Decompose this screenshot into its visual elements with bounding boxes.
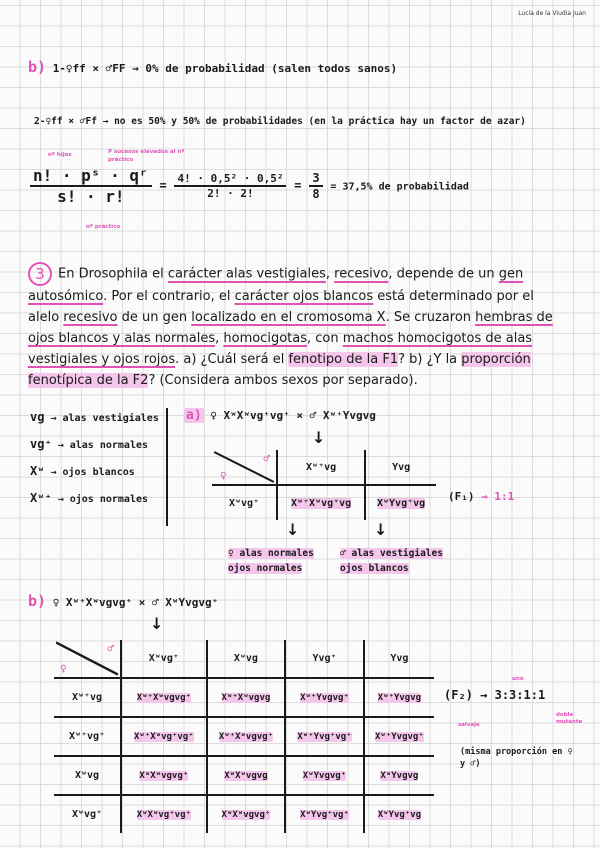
genotype: Xʷ⁺Yvgvg <box>377 693 422 703</box>
problem-text-segment: , <box>215 331 224 346</box>
genotype: Xʷ⁺Yvg⁺vg⁺ <box>297 732 352 742</box>
punnett-a-col-header: Yvg <box>365 450 436 485</box>
formula-den-right: 8 <box>312 187 320 201</box>
punnett-b-cell <box>285 795 364 833</box>
problem-text-segment: proporción fenotípica de la F2 <box>28 352 531 388</box>
legend-meaning: alas normales <box>69 440 149 451</box>
problem-text-segment: ? (Considera ambos sexos por separado). <box>148 373 418 388</box>
punnett-b-cell <box>121 678 207 717</box>
formula-fraction-mid <box>174 172 286 200</box>
problem-text-segment: está determinado por el alelo <box>28 289 534 325</box>
part-a-cross-text: ♀ XʷXʷvg⁺vg⁺ × ♂ Xʷ⁺Yvgvg <box>210 409 376 422</box>
problem-text <box>28 267 553 389</box>
problem-text-segment: , <box>325 266 335 282</box>
problem-text-segment: homocigotas <box>223 331 307 346</box>
problem-text-segment: localizado en el cromosoma X <box>191 310 386 325</box>
punnett-b-cell <box>285 756 364 795</box>
punnett-b-row <box>54 717 434 756</box>
punnett-b-cell <box>364 717 434 756</box>
legend-meaning: ojos normales <box>69 494 149 505</box>
punnett-b-cell <box>121 795 207 833</box>
problem-text-segment: recesivo <box>334 266 389 282</box>
punnett-b-row-header: Xʷ⁺vg <box>54 678 121 717</box>
problem-text-segment: recesivo <box>63 310 118 325</box>
punnett-b-cell <box>207 717 286 756</box>
female-phenotype: ♀ alas normales ojos normales <box>228 548 314 574</box>
note-right: doble mutante <box>556 712 583 725</box>
part-a-arrow: ↓ <box>312 428 326 447</box>
part-b2-cross-text: ♀ Xʷ⁺Xʷvgvg⁺ × ♂ XʷYvgvg⁺ <box>52 596 219 609</box>
part-a-cross <box>184 408 376 423</box>
problem-text-segment: , depende de un <box>388 266 499 282</box>
genotype: Xʷ⁺Xʷvgvg <box>221 693 271 703</box>
genotype: XʷXʷvg⁺vg⁺ <box>136 810 191 820</box>
f2-result: (F₂) → 3:3:1:1 <box>444 688 546 702</box>
problem-text-segment: , con <box>307 331 343 346</box>
arrow-icon: → <box>51 494 70 505</box>
genotype: XʷYvg⁺vg⁺ <box>300 810 349 820</box>
punnett-b-row <box>54 678 434 717</box>
genotype: Xʷ⁺Xʷvgvg⁺ <box>136 693 191 703</box>
punnett-b-col-header: Xʷvg⁺ <box>121 640 207 678</box>
punnett-a-corner: ♀ ♂ <box>212 450 277 485</box>
problem-text-segment: machos homocigotos de alas vestigiales y ojos rojos <box>28 331 533 367</box>
formula-den-left: s! · r! <box>57 187 125 206</box>
punnett-b-cell <box>285 717 364 756</box>
formula-fraction-left <box>30 166 152 206</box>
punnett-b-cell <box>207 795 286 833</box>
f2-ratio: 3:3:1:1 <box>494 688 546 702</box>
problem-text-segment: carácter alas vestigiales <box>167 266 326 282</box>
problem-text-segment: En Drosophila el <box>58 266 168 282</box>
arrow-icon: → <box>44 467 63 478</box>
part-b-label: b) <box>28 58 47 76</box>
note-n: nº hijos <box>48 152 72 158</box>
punnett-b-row <box>54 795 434 833</box>
problem-text-segment: hembras de ojos blancos y alas normales <box>28 310 553 346</box>
gene-legend <box>30 404 159 512</box>
genotype: Xʷ⁺Yvgvg⁺ <box>374 732 424 742</box>
genotype: XʷXʷvgvg⁺ <box>221 810 271 820</box>
legend-gene: vg <box>30 410 45 424</box>
problem-text-segment: . Por el contrario, el <box>103 289 235 304</box>
legend-meaning: alas vestigiales <box>62 413 159 424</box>
legend-gene: Xʷ <box>30 464 45 478</box>
genotype: Xʷ⁺Xʷvgvg⁺ <box>218 732 274 742</box>
formula-num-mid: 4! · 0,5² · 0,5² <box>174 172 286 187</box>
legend-row <box>30 485 159 512</box>
f1-ratio: 1:1 <box>494 490 515 503</box>
punnett-b-col-header: Xʷvg <box>207 640 286 678</box>
problem-text-segment: de un gen <box>117 310 192 325</box>
punnett-a-cell: Xʷ⁺Xʷvg⁺vg <box>277 485 365 520</box>
problem-text-segment: carácter ojos blancos <box>234 289 374 304</box>
binomial-formula: $\frac{\text{n! · pˢ · qʳ}}{s! \cdot r!}$ = $\frac{\text{4! · 0,5² · 0,5²}}{2! \cdot 2!}$ = $\frac{3}{8}$ = 37,5% de probabilidad <box>30 166 469 206</box>
punnett-b-col-header: Yvg⁺ <box>285 640 364 678</box>
punnett-a-cell: XʷYvg⁺vg <box>365 485 436 520</box>
cross-1: 1-♀ff × ♂FF → 0% de probabilidad (salen todos sanos) <box>52 62 398 75</box>
part-b2-cross <box>28 592 218 610</box>
problem-statement <box>28 262 558 391</box>
punnett-a-col-header: Xʷ⁺vg <box>277 450 365 485</box>
punnett-b-cell <box>364 795 434 833</box>
part-b-punnett <box>54 640 434 833</box>
formula-num-right: 3 <box>309 171 322 187</box>
genotype: Xʷ⁺Yvgvg⁺ <box>300 693 349 703</box>
arrow-icon: → <box>51 440 70 451</box>
legend-row <box>30 404 159 431</box>
genotype: XʷXʷvgvg <box>224 771 268 781</box>
arrow-male: ↓ <box>374 520 388 539</box>
male-phenotype: ♂ alas vestigiales ojos blancos <box>340 548 443 574</box>
punnett-b-col-header: Yvg <box>364 640 434 678</box>
punnett-b-cell <box>364 678 434 717</box>
problem-text-segment: . Se cruzaron <box>385 310 476 325</box>
note-p: P sucesos elevados al nº práctico <box>108 149 185 163</box>
punnett-b-row <box>54 756 434 795</box>
punnett-b-cell <box>121 756 207 795</box>
f2-label: (F₂) <box>444 688 473 702</box>
punnett-b-row-header: Xʷvg <box>54 756 121 795</box>
genotype: Xʷ⁺Xʷvg⁺vg⁺ <box>134 732 194 742</box>
genotype: XʷYvgvg <box>380 771 419 781</box>
problem-text-segment: . a) ¿Cuál será el <box>175 352 289 367</box>
punnett-b-cell <box>364 756 434 795</box>
punnett-b-cell <box>285 678 364 717</box>
formula-num-left: n! · pˢ · qʳ <box>30 166 152 187</box>
legend-divider <box>166 408 168 526</box>
problem-text-segment: fenotipo de la F1 <box>288 352 399 367</box>
part-a-punnett <box>212 450 436 520</box>
genotype: XʷYvg⁺vg <box>377 810 422 820</box>
legend-gene: vg⁺ <box>30 437 52 451</box>
part-b2-label: b) <box>28 592 47 610</box>
part-b2-arrow: ↓ <box>150 614 164 633</box>
legend-gene: Xʷ⁺ <box>30 491 52 505</box>
formula-den-mid: 2! · 2! <box>207 187 254 200</box>
note-left: salvaje <box>458 722 480 728</box>
part-b-line2 <box>34 116 526 127</box>
f1-label: (F₁) <box>448 490 475 503</box>
punnett-b-row-header: Xʷ⁺vg⁺ <box>54 717 121 756</box>
same-proportion-note: (misma proporción en ♀ y ♂) <box>460 747 573 769</box>
part-b-line1 <box>28 58 397 76</box>
legend-row <box>30 458 159 485</box>
problem-number: 3 <box>28 262 52 286</box>
formula-result: = 37,5% de probabilidad <box>330 181 469 193</box>
problem-text-segment: ? b) ¿Y la <box>398 352 462 367</box>
arrow-icon: → <box>44 413 63 424</box>
formula-fraction-right <box>309 171 322 201</box>
arrow-female: ↓ <box>286 520 300 539</box>
cross-2: 2-♀ff × ♂Ff → no es 50% y 50% de probabilidades (en la práctica hay un factor de azar) <box>34 116 526 127</box>
part-a-label: a) <box>186 408 202 423</box>
note-r: nº práctico <box>86 224 121 230</box>
punnett-b-cell <box>207 678 286 717</box>
punnett-b-corner: ♀ ♂ <box>54 640 121 678</box>
f1-result: (F₁) → 1:1 <box>448 490 515 503</box>
punnett-b-cell <box>207 756 286 795</box>
author-name: Lucía de la Viudia Juan <box>518 10 586 17</box>
punnett-b-row-header: Xʷvg⁺ <box>54 795 121 833</box>
problem-text-segment: gen autosómico <box>28 266 524 304</box>
genotype: XʷXʷvgvg⁺ <box>139 771 189 781</box>
legend-meaning: ojos blancos <box>62 467 135 478</box>
genotype: XʷYvgvg⁺ <box>302 771 347 781</box>
punnett-a-row-header: Xʷvg⁺ <box>212 485 277 520</box>
legend-row <box>30 431 159 458</box>
note-top: uno <box>512 676 524 682</box>
punnett-b-cell <box>121 717 207 756</box>
